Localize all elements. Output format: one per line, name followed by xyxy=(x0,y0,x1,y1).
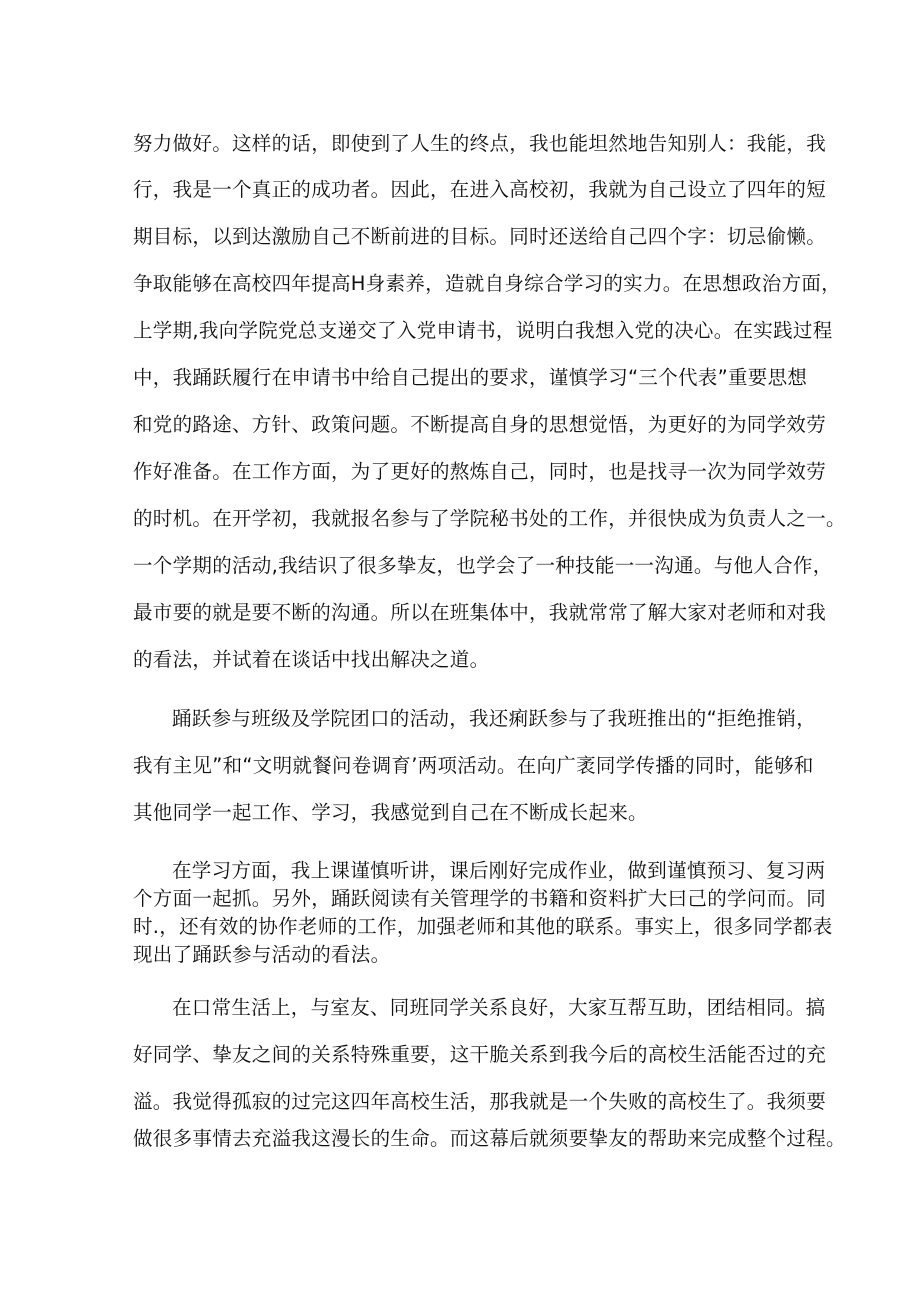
paragraph-first-line: 踊跃参与班级及学院团口的活动，我还痢跃参与了我班推出的“拒绝推销， xyxy=(172,707,817,730)
text-line: 上学期,我向学院党总支递交了入党申请书，说明白我想入党的决心。在实践过程 xyxy=(133,319,833,342)
text-line: 行，我是一个真正的成功者。因此，在进入高校初，我就为自己设立了四年的短 xyxy=(133,178,827,201)
text-line: 作好准备。在工作方面，为了更好的熬炼自己，同时，也是找寻一次为同学效劳 xyxy=(133,460,827,483)
paragraph-first-line: 在口常生活上，与室友、同班同学关系良好，大家互帮互助，团结相同。搞 xyxy=(172,996,826,1019)
text-line: 一个学期的活动,我结识了很多挚友，也学会了一种技能一一沟通。与他人合作， xyxy=(133,554,833,577)
text-line: 做很多事情去充溢我这漫长的生命。而这幕后就须要挚友的帮助来完成整个过程。 xyxy=(133,1127,846,1150)
text-line: 和党的路途、方针、政策问题。不断提高自身的思想觉悟，为更好的为同学效劳 xyxy=(133,413,827,436)
text-line: 我有主见”和“文明就餐问卷调育’两项活动。在向广袤同学传播的同时，能够和 xyxy=(133,754,814,777)
text-line: 溢。我觉得孤寂的过完这四年高校生活，那我就是一个失败的高校生了。我须要 xyxy=(133,1090,827,1113)
text-line: 其他同学一起工作、学习，我感觉到自己在不断成长起来。 xyxy=(133,801,648,824)
text-line: 的看法，并试着在谈话中找出解决之道。 xyxy=(133,648,490,671)
text-line: 时.，还有效的协作老师的工作，加强老师和其他的联系。事实上，很多同学都表 xyxy=(133,915,833,938)
text-line: 中，我踊跃履行在申请书中给自己提出的要求，谨慎学习“三个代表”重要思想 xyxy=(133,366,808,389)
text-line: 好同学、挚友之间的关系特殊重要，这干脆关系到我今后的高校生活能否过的充 xyxy=(133,1043,827,1066)
text-line: 努力做好。这样的话，即使到了人生的终点，我也能坦然地告知别人：我能，我 xyxy=(133,132,827,155)
text-line: 现出了踊跃参与活动的看法。 xyxy=(133,943,391,966)
text-line: 最市要的就是要不断的沟通。所以在班集体中，我就常常了解大家对老师和对我 xyxy=(133,601,827,624)
paragraph-first-line: 在学习方面，我上课谨慎听讲，课后刚好完成作业，做到谨慎预习、复习两 xyxy=(172,859,826,882)
text-line: 争取能够在高校四年提高H身素养，造就自身综合学习的实力。在思想政治方面， xyxy=(133,272,841,295)
text-line: 个方面一起抓。另外，踊跃阅读有关管理学的书籍和资料扩大曰己的学问而。同 xyxy=(133,887,827,910)
text-line: 的时机。在开学初，我就报名参与了学院秘书处的工作，并很快成为负责人之一。 xyxy=(133,507,846,530)
text-line: 期目标，以到达激励自己不断前进的目标。同时还送给自己四个字：切忌偷懒。 xyxy=(133,225,827,248)
